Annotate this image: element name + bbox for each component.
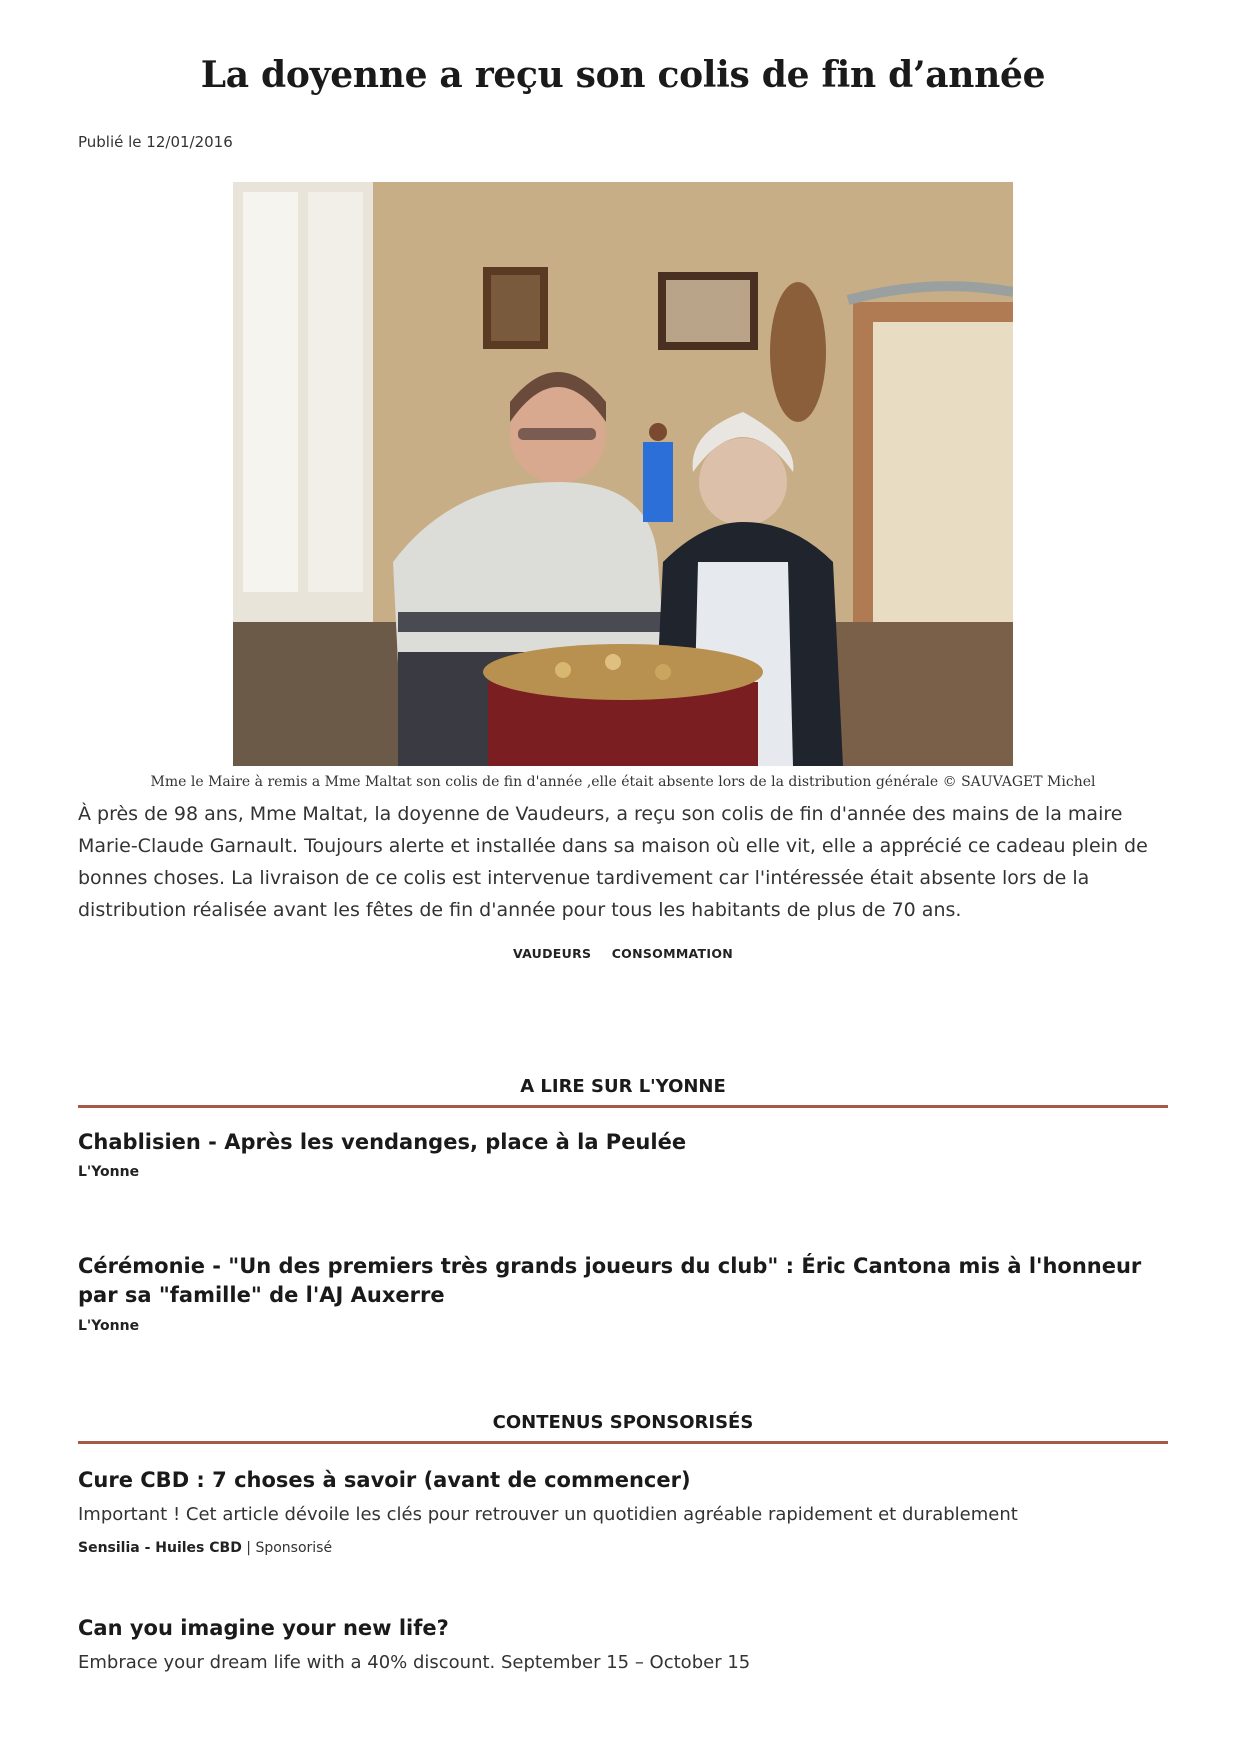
article-photo: [233, 182, 1013, 766]
read-more-source-2: L'Yonne: [78, 1318, 140, 1334]
tag-consommation[interactable]: CONSOMMATION: [611, 946, 734, 961]
sponsored-label: | Sponsorisé: [246, 1540, 333, 1556]
photo-illustration: [233, 182, 1013, 766]
read-more-title-2[interactable]: Cérémonie - "Un des premiers très grands joueurs du club" : Éric Cantona mis à l'honneur par sa "famille" de l'AJ Auxerre: [78, 1254, 1142, 1307]
sponsored-source-1: [78, 1540, 332, 1556]
sponsored-desc-2: Embrace your dream life with a 40% discount. September 15 – October 15: [78, 1652, 751, 1673]
read-more-title-1[interactable]: Chablisien - Après les vendanges, place à la Peulée: [78, 1130, 687, 1154]
sponsored-source-name: Sensilia - Huiles CBD: [78, 1540, 242, 1556]
sponsored-heading: CONTENUS SPONSORISÉS: [78, 1412, 1168, 1444]
read-more-heading: A LIRE SUR L'YONNE: [78, 1076, 1168, 1108]
photo-caption: Mme le Maire à remis a Mme Maltat son colis de fin d'année ,elle était absente lors de la distribution générale © SAUVAGET Michel: [150, 774, 1096, 790]
sponsored-title-1[interactable]: Cure CBD : 7 choses à savoir (avant de commencer): [78, 1468, 691, 1492]
article-title: La doyenne a reçu son colis de fin d’année: [200, 54, 1046, 96]
sponsored-desc-1: Important ! Cet article dévoile les clés pour retrouver un quotidien agréable rapidement et durablement: [78, 1504, 1018, 1525]
article-body: À près de 98 ans, Mme Maltat, la doyenne de Vaudeurs, a reçu son colis de fin d'année des mains de la maire Marie-Claude Garnault. Toujours alerte et installée dans sa maison où elle vit, elle a apprécié ce cadeau plein de bonnes choses. La livraison de ce colis est intervenue tardivement car l'intéressée était absente lors de la distribution réalisée avant les fêtes de fin d'année pour tous les habitants de plus de 70 ans.: [78, 803, 1148, 921]
read-more-source-1: L'Yonne: [78, 1164, 140, 1180]
tag-vaudeurs[interactable]: VAUDEURS: [512, 946, 592, 961]
sponsored-title-2[interactable]: Can you imagine your new life?: [78, 1616, 449, 1640]
publish-date: Publié le 12/01/2016: [78, 133, 233, 151]
tag-list: [78, 946, 1168, 961]
